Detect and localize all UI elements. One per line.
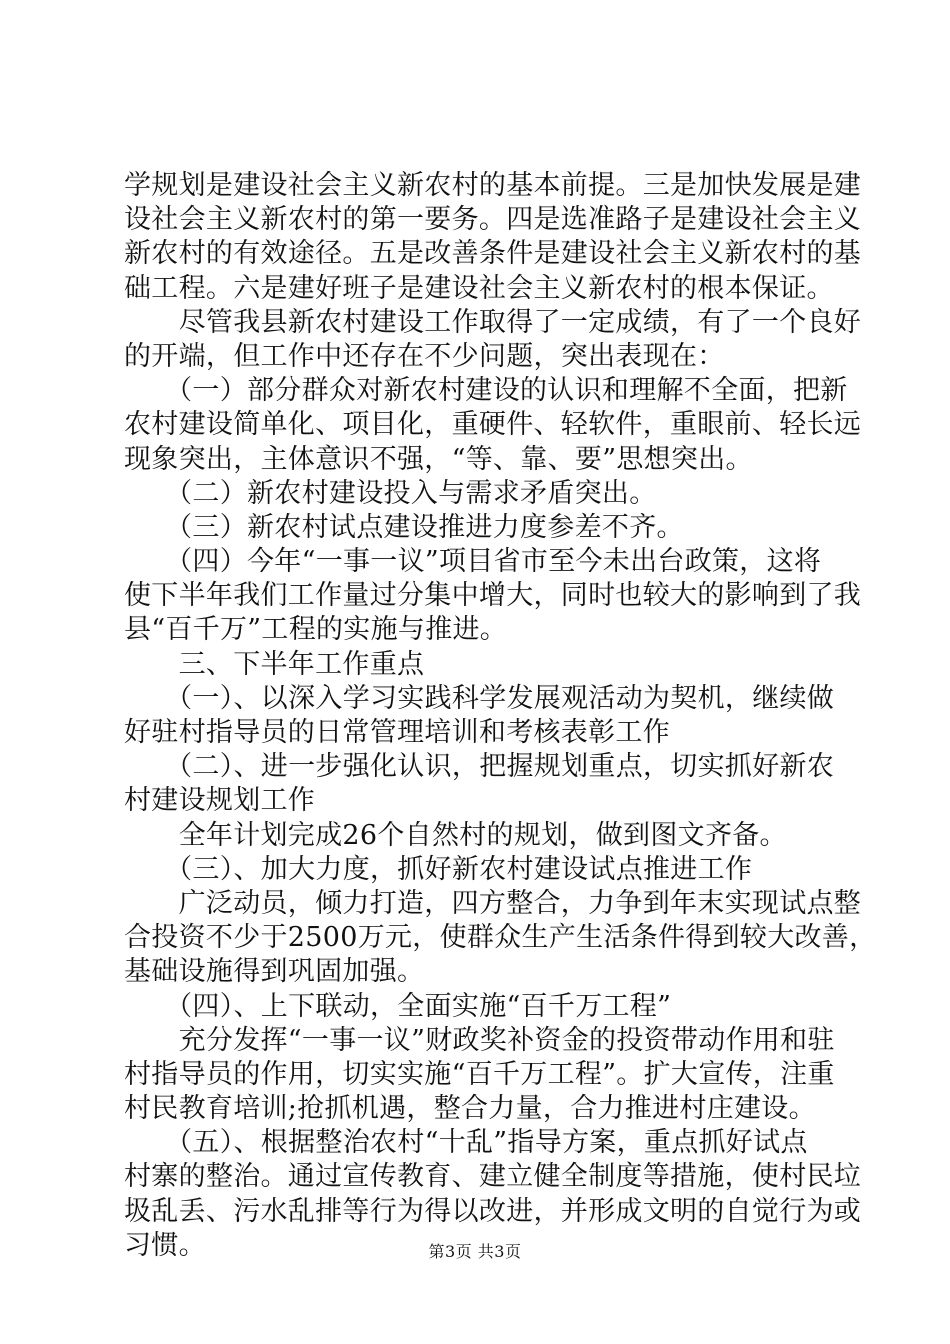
text-line: （三）新农村试点建设推进力度参差不齐。	[124, 511, 684, 543]
text-line: 圾乱丢、污水乱排等行为得以改进，并形成文明的自觉行为或	[124, 1195, 862, 1227]
text-line: 村寨的整治。通过宣传教育、建立健全制度等措施，使村民垃	[124, 1161, 862, 1193]
text-line: 村民教育培训;抢抓机遇，整合力量，合力推进村庄建设。	[124, 1093, 816, 1125]
text-line: （四）今年“一事一议”项目省市至今未出台政策，这将	[124, 546, 822, 578]
text-line: 础工程。六是建好班子是建设社会主义新农村的根本保证。	[124, 272, 834, 304]
text-line: （一）、以深入学习实践科学发展观活动为契机，继续做	[124, 682, 835, 714]
text-line: （二）新农村建设投入与需求矛盾突出。	[124, 477, 657, 509]
text-line: （一）部分群众对新农村建设的认识和理解不全面，把新	[124, 375, 848, 407]
text-line: （四）、上下联动，全面实施“百千万工程”	[124, 990, 672, 1022]
text-line: 设社会主义新农村的第一要务。四是选准路子是建设社会主义	[124, 204, 862, 236]
text-line: 学规划是建设社会主义新农村的基本前提。三是加快发展是建	[124, 170, 862, 201]
text-line: 村建设规划工作	[124, 785, 316, 817]
text-line: 合投资不少于2500万元，使群众生产生活条件得到较大改善，	[124, 922, 877, 954]
text-line: 使下半年我们工作量过分集中增大，同时也较大的影响到了我	[124, 580, 862, 612]
text-line: 充分发挥“一事一议”财政奖补资金的投资带动作用和驻	[124, 1024, 835, 1056]
text-line: 的开端，但工作中还存在不少问题，突出表现在：	[124, 340, 725, 372]
text-line: 好驻村指导员的日常管理培训和考核表彰工作	[124, 717, 670, 748]
text-line: （三）、加大力度，抓好新农村建设试点推进工作	[124, 853, 753, 885]
text-line: （五）、根据整治农村“十乱”指导方案，重点抓好试点	[124, 1127, 808, 1159]
text-line: 县“百千万”工程的实施与推进。	[124, 614, 508, 646]
section-heading: 三、下半年工作重点	[124, 648, 425, 680]
text-line: 新农村的有效途径。五是改善条件是建设社会主义新农村的基	[124, 238, 862, 270]
page-footer	[0, 1242, 950, 1262]
body-text	[124, 169, 877, 1263]
text-line: 村指导员的作用，切实实施“百千万工程”。扩大宣传，注重	[124, 1058, 835, 1090]
text-line: 现象突出，主体意识不强，“等、靠、要”思想突出。	[124, 443, 753, 475]
text-line: 全年计划完成26个自然村的规划，做到图文齐备。	[124, 819, 787, 851]
page-number-indicator: 第3页 共3页	[428, 1242, 522, 1261]
text-line: （二）、进一步强化认识，把握规划重点，切实抓好新农	[124, 751, 835, 783]
text-line: 广泛动员，倾力打造，四方整合，力争到年末实现试点整	[124, 887, 862, 919]
text-line: 尽管我县新农村建设工作取得了一定成绩，有了一个良好	[124, 306, 862, 338]
text-line: 基础设施得到巩固加强。	[124, 956, 425, 988]
text-line: 习惯。	[124, 1229, 206, 1261]
text-line: 农村建设简单化、项目化，重硬件、轻软件，重眼前、轻长远	[124, 409, 862, 441]
